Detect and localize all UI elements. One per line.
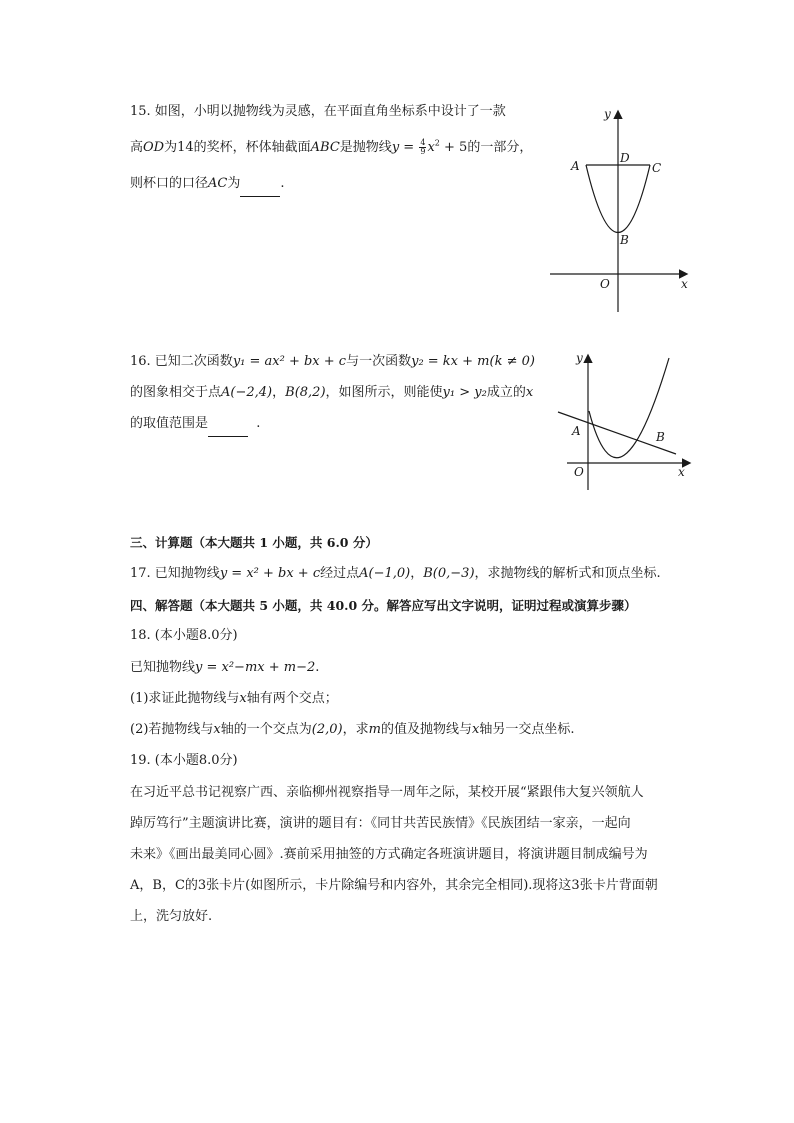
figure-16-parabola-line	[552, 348, 697, 498]
q16-line-1: 16. 已知二次函数y₁ = ax² + bx + c与一次函数y₂ = kx + m(k ≠ 0)	[130, 354, 535, 369]
q17-point-a: A(−1,0)	[359, 566, 411, 581]
q15-abc: ABC	[310, 140, 340, 155]
q15-ac: AC	[208, 176, 228, 191]
q19-heading: 19. (本小题8.0分)	[130, 753, 238, 768]
q19-line-5: 上，洗匀放好.	[130, 909, 213, 924]
fig16-label-x: x	[678, 465, 685, 479]
q15-text-1: 15. 如图，小明以抛物线为灵感，在平面直角坐标系中设计了一款	[130, 104, 506, 119]
q16-line-3: 的取值范围是 .	[130, 414, 260, 437]
q15-line-2	[130, 138, 532, 158]
q15-line-3: 则杯口的口径AC为 .	[130, 174, 285, 197]
fig15-label-d: D	[620, 151, 630, 165]
fig16-label-b: B	[656, 430, 665, 444]
fig15-label-o: O	[600, 277, 610, 291]
q15-text-2d: 的一部分，	[467, 140, 533, 155]
fig15-label-c: C	[652, 161, 662, 175]
q18-part-1: (1)求证此抛物线与x轴有两个交点；	[130, 691, 338, 706]
q18-stem: 已知抛物线y = x²−mx + m−2.	[130, 660, 320, 675]
q15-line-1	[130, 102, 506, 122]
q19-line-4: A，B，C的3张卡片(如图所示，卡片除编号和内容外，其余完全相同).现将这3张卡片背面朝	[130, 878, 658, 893]
fig15-label-y: y	[604, 107, 611, 121]
q16-point-b: B(8,2)	[285, 385, 326, 400]
section-3-title: 三、计算题（本大题共 1 小题，共 6.0 分）	[130, 535, 378, 550]
q18-part-2: (2)若抛物线与x轴的一个交点为(2,0)，求m的值及抛物线与x轴另一交点坐标.	[130, 722, 575, 737]
q18-heading: 18. (本小题8.0分)	[130, 628, 238, 643]
q16-answer-blank[interactable]	[208, 416, 248, 437]
q16-point-a: A(−2,4)	[221, 385, 273, 400]
q15-text-2c: 是抛物线	[339, 140, 392, 155]
q16-quadratic-equation: y₁ = ax² + bx + c	[232, 354, 347, 369]
fig16-label-o: O	[574, 465, 584, 479]
q16-line-2: 的图象相交于点A(−2,4)，B(8,2)，如图所示，则能使y₁ > y₂成立的x	[130, 385, 534, 400]
q18-equation: y = x²−mx + m−2	[195, 660, 316, 675]
fig15-label-b: B	[620, 233, 629, 247]
q19-line-1: 在习近平总书记视察广西、亲临柳州视察指导一周年之际，某校开展“紧跟伟大复兴领航人	[130, 785, 644, 800]
section-4-title: 四、解答题（本大题共 5 小题，共 40.0 分。解答应写出文字说明，证明过程或演算步骤）	[130, 598, 637, 613]
q15-text-3a: 则杯口的口径	[130, 176, 209, 191]
figure-15-parabola-cup	[540, 100, 700, 315]
fig16-label-a: A	[572, 424, 581, 438]
q18-intersection-point: (2,0)	[311, 722, 343, 737]
q17-line: 17. 已知抛物线y = x² + bx + c经过点A(−1,0)，B(0,−3)，求抛物线的解析式和顶点坐标.	[130, 566, 661, 581]
fig16-label-y: y	[576, 351, 583, 365]
q15-text-3b: 为	[227, 176, 241, 191]
q15-equation: y = $\frac{4}{9}$ $x^2 + 5$	[391, 138, 468, 156]
q17-point-b: B(0,−3)	[423, 566, 475, 581]
q15-text-2a: 高	[130, 140, 144, 155]
fig15-label-x: x	[681, 277, 688, 291]
q15-text-2b: 为14的奖杯，杯体轴截面	[164, 140, 311, 155]
q19-line-2: 踔厉笃行”主题演讲比赛，演讲的题目有：《同甘共苦民族情》《民族团结一家亲，一起向	[130, 816, 631, 831]
q15-answer-blank[interactable]	[240, 176, 280, 197]
q15-od: OD	[143, 140, 165, 155]
q16-inequality: y₁ > y₂	[442, 385, 487, 400]
q16-linear-equation: y₂ = kx + m(k ≠ 0)	[411, 354, 535, 369]
fig15-label-a: A	[571, 159, 580, 173]
q19-line-3: 未来》《画出最美同心圆》.赛前采用抽签的方式确定各班演讲题目，将演讲题目制成编号为	[130, 847, 648, 862]
q17-equation: y = x² + bx + c	[219, 566, 321, 581]
